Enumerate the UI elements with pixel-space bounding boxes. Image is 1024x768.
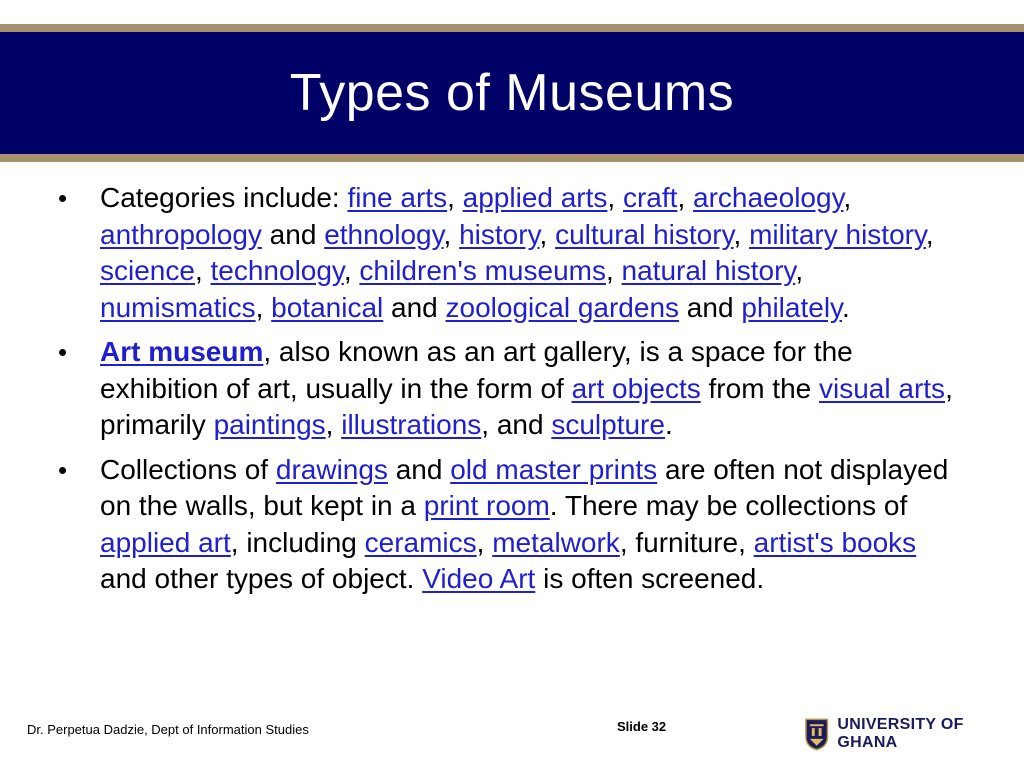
bullet-text: . <box>841 291 850 323</box>
bullet-item <box>58 452 968 598</box>
bullet-text: , <box>607 182 623 213</box>
bullet-text: , <box>443 218 460 250</box>
bullet-text: , <box>194 255 211 286</box>
bullet-text: and other types of object. <box>100 563 423 594</box>
hyperlink[interactable]: zoological gardens <box>445 291 680 323</box>
hyperlink[interactable]: paintings <box>213 409 326 440</box>
bullet-text: . There may be collections of <box>549 490 908 521</box>
hyperlink[interactable]: ethnology <box>324 218 444 250</box>
bullet-text: Categories include: <box>100 182 348 213</box>
bullet-text: , <box>476 526 493 558</box>
hyperlink[interactable]: Video Art <box>422 563 536 594</box>
hyperlink[interactable]: Art museum <box>100 336 264 367</box>
title-band <box>0 24 1024 162</box>
hyperlink[interactable]: old master prints <box>450 453 658 485</box>
hyperlink[interactable]: metalwork <box>492 526 620 558</box>
bullet-text: is often screened. <box>535 563 765 594</box>
hyperlink[interactable]: illustrations <box>341 409 482 440</box>
bullet-icon: • <box>58 454 68 485</box>
bullet-text: , <box>343 255 360 286</box>
bullet-item <box>58 180 968 326</box>
crest-icon <box>804 717 829 751</box>
bullet-text: and <box>261 218 325 250</box>
bullet-text: , <box>447 182 463 213</box>
hyperlink[interactable]: botanical <box>271 291 384 323</box>
hyperlink[interactable]: science <box>100 255 195 286</box>
bullet-text: and <box>679 291 742 323</box>
bullet-text: , <box>605 255 622 286</box>
bullet-list <box>58 180 968 606</box>
hyperlink[interactable]: visual arts <box>819 372 946 404</box>
bullet-text: , <box>925 218 934 250</box>
bullet-text: , <box>677 182 694 213</box>
hyperlink[interactable]: art objects <box>571 372 701 404</box>
hyperlink[interactable]: fine arts <box>347 182 448 213</box>
hyperlink[interactable]: history <box>459 218 540 250</box>
hyperlink[interactable]: children's museums <box>359 255 606 286</box>
hyperlink[interactable]: cultural history <box>555 218 734 250</box>
bullet-text: , <box>795 255 804 286</box>
bullet-icon: • <box>58 183 68 213</box>
logo-text: UNIVERSITY OF GHANA <box>837 716 964 751</box>
hyperlink[interactable]: anthropology <box>100 218 262 250</box>
bullet-text: , furniture, <box>619 526 754 558</box>
hyperlink[interactable]: print room <box>423 490 550 521</box>
bullet-icon: • <box>58 337 68 367</box>
bullet-text: , and <box>481 409 552 440</box>
hyperlink[interactable]: sculpture <box>551 409 665 440</box>
footer-author: Dr. Perpetua Dadzie, Dept of Information Studies <box>27 722 309 737</box>
hyperlink[interactable]: artist's books <box>753 526 917 558</box>
bullet-text: , <box>733 218 750 250</box>
bullet-text: are often not displayed on the walls, but kept in a <box>100 453 949 521</box>
bullet-text: , <box>255 291 272 323</box>
bullet-text: and <box>383 291 446 323</box>
bullet-text: , also known as an art gallery, is a space for the exhibition of art, usually in the form of <box>100 336 853 404</box>
hyperlink[interactable]: natural history <box>621 255 796 286</box>
bullet-text: from the <box>700 372 820 404</box>
hyperlink[interactable]: military history <box>749 218 926 250</box>
hyperlink[interactable]: numismatics <box>100 291 256 323</box>
bullet-text: Collections of <box>100 453 276 485</box>
hyperlink[interactable]: technology <box>210 255 344 286</box>
hyperlink[interactable]: ceramics <box>364 526 477 558</box>
bullet-text: . <box>664 409 673 440</box>
slide-title: Types of Museums <box>289 64 735 122</box>
university-logo <box>804 716 1024 752</box>
hyperlink[interactable]: craft <box>622 182 678 213</box>
hyperlink[interactable]: archaeology <box>693 182 844 213</box>
hyperlink[interactable]: applied art <box>100 526 231 558</box>
hyperlink[interactable]: drawings <box>275 453 388 485</box>
bullet-text: and <box>387 453 451 485</box>
bullet-text: , <box>539 218 556 250</box>
bullet-text: , <box>325 409 342 440</box>
hyperlink[interactable]: philately <box>741 291 842 323</box>
bullet-text: , including <box>230 526 365 558</box>
bullet-item <box>58 334 968 444</box>
bullet-text: , primarily <box>100 372 953 440</box>
slide-number: Slide 32 <box>617 719 667 734</box>
hyperlink[interactable]: applied arts <box>462 182 608 213</box>
bullet-text: , <box>843 182 852 213</box>
